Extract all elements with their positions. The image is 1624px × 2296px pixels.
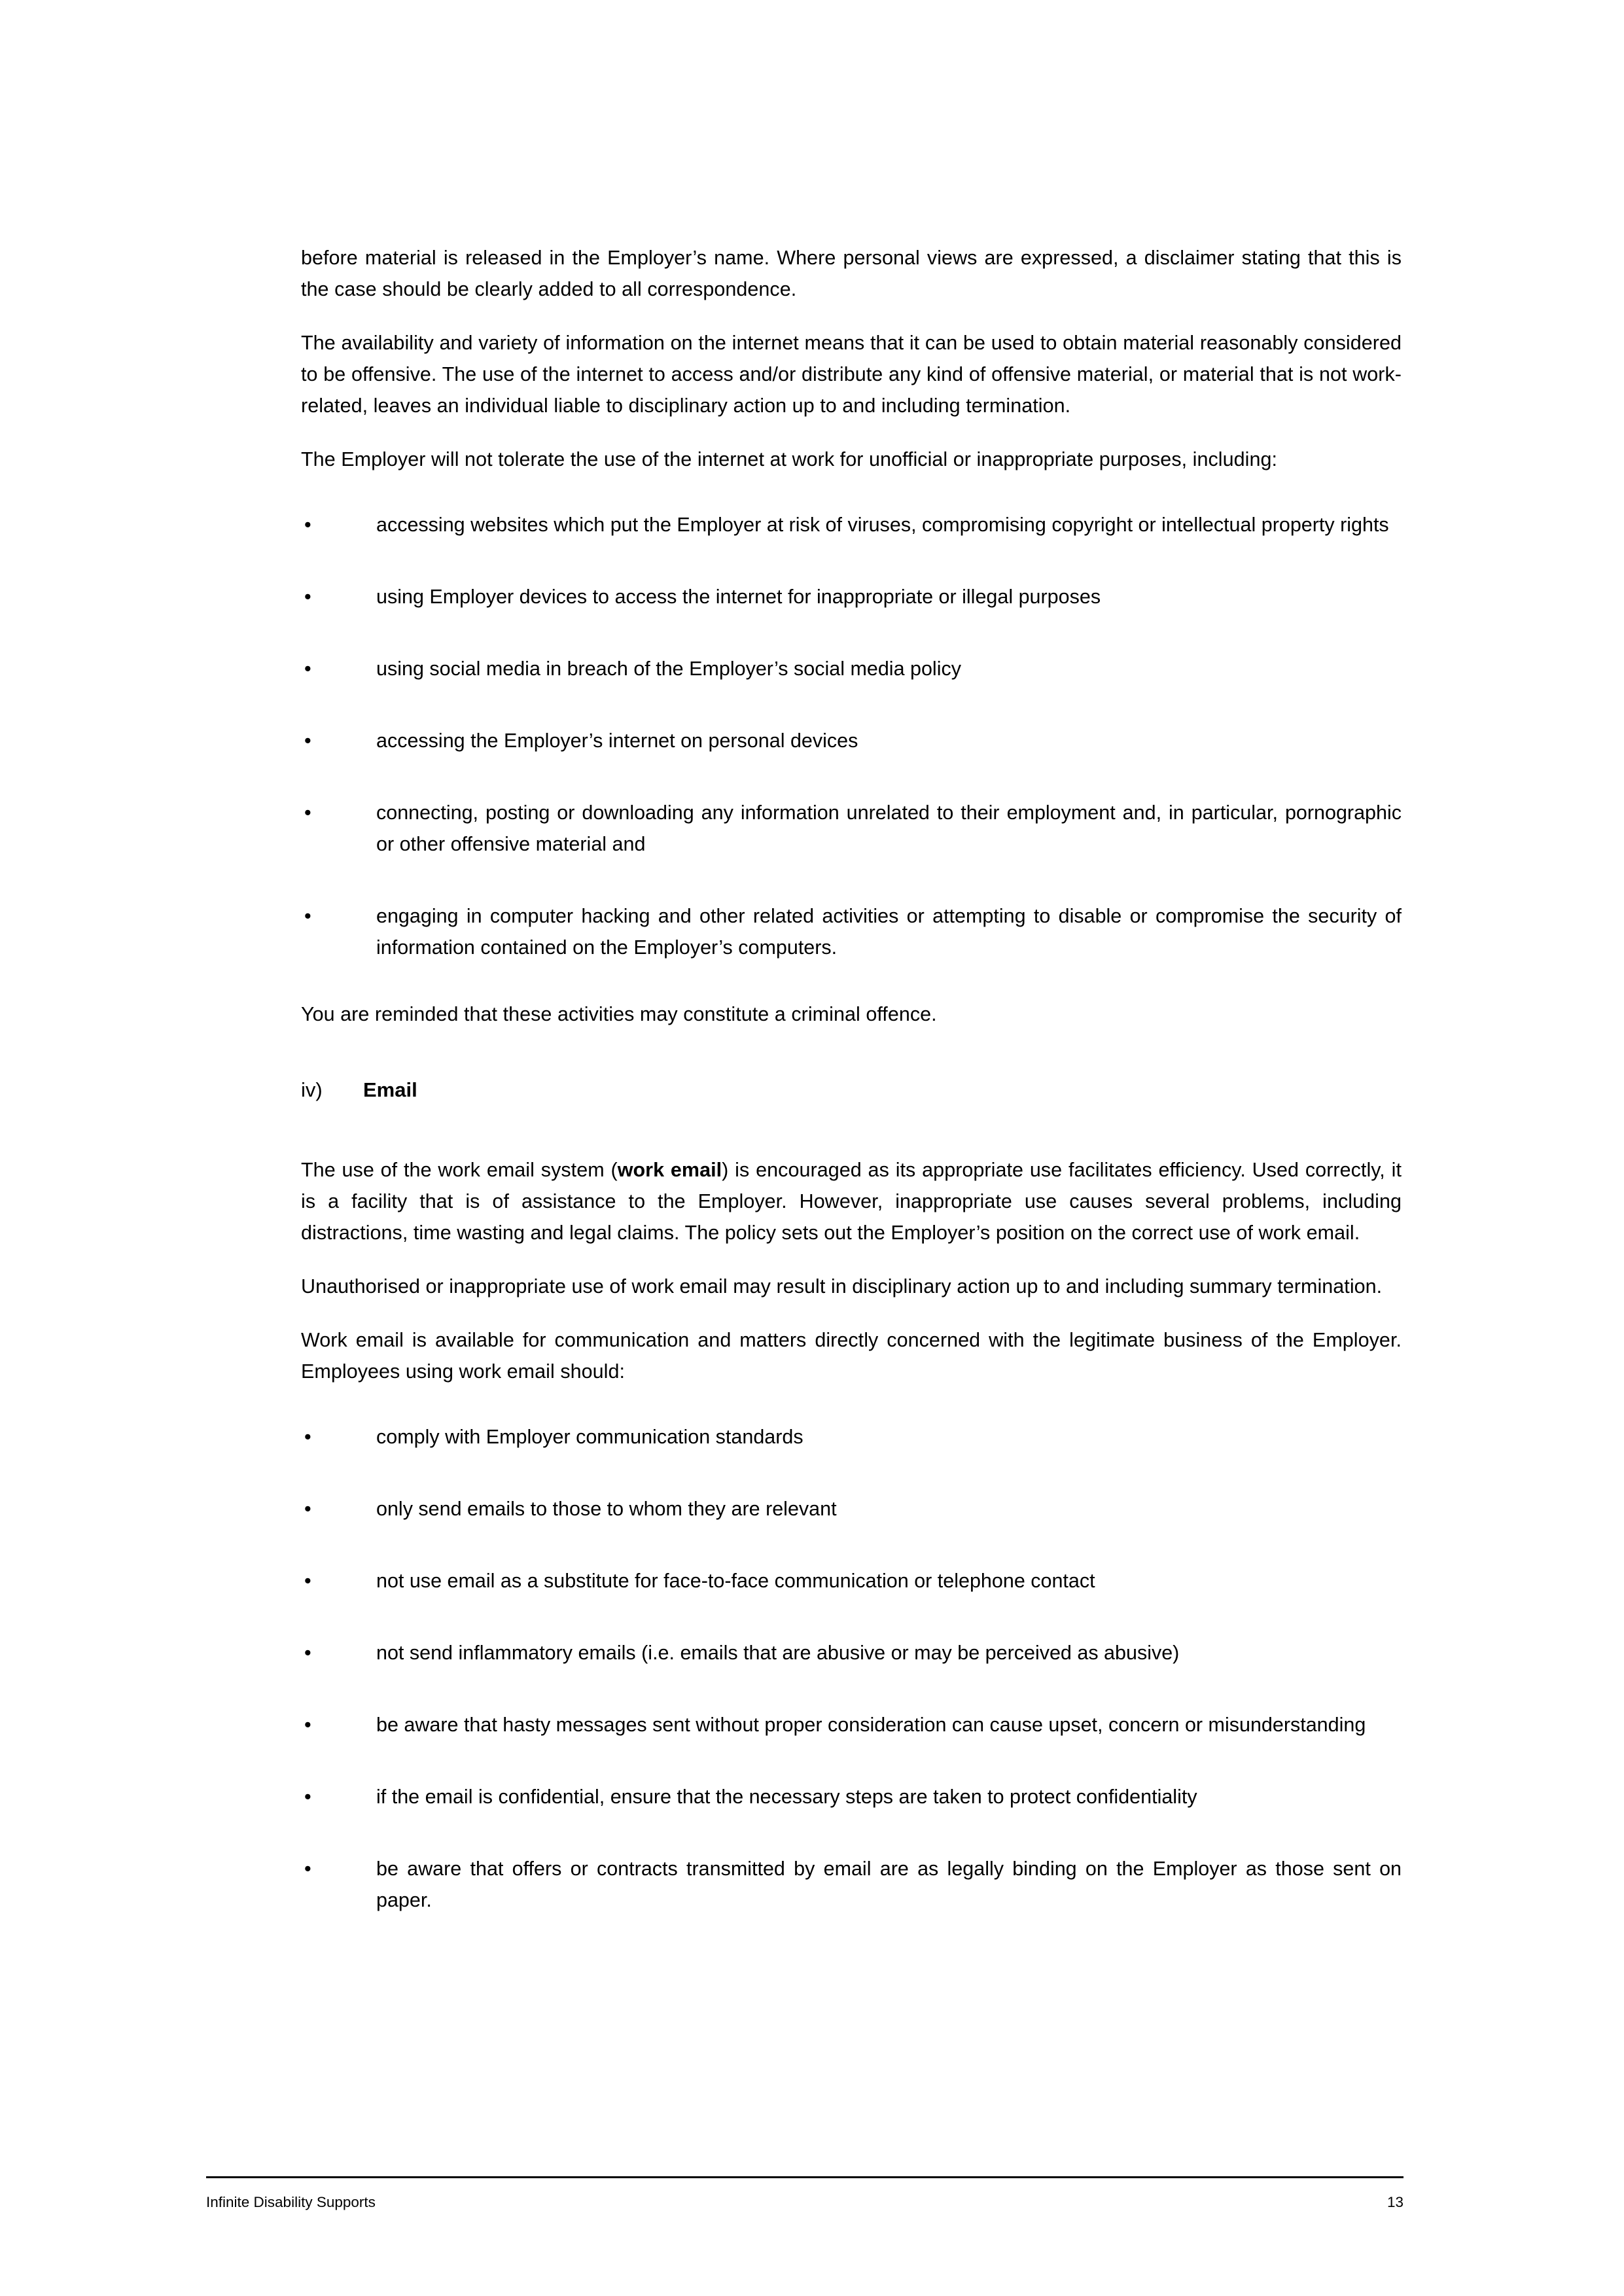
list-item [301, 581, 1402, 612]
list-item [301, 1853, 1402, 1916]
bullet-icon: • [304, 1642, 311, 1664]
footer-organisation-name: Infinite Disability Supports [206, 2194, 376, 2210]
internet-misuse-bullet-list [301, 509, 1402, 963]
list-item-label: accessing websites which put the Employer at risk of viruses, compromising copyright or intellectual property rights [376, 514, 1389, 536]
bullet-icon: • [304, 1570, 311, 1592]
bullet-icon: • [304, 1426, 311, 1448]
list-item [301, 509, 1402, 540]
list-item-label: only send emails to those to whom they are relevant [376, 1498, 837, 1520]
paragraph-availability: The availability and variety of information on the internet means that it can be used to obtain material reasonably considered to be offensive. The use of the internet to access and/or distribute any kind of offensive material, or material that is not work-related, leaves an individual liable to disciplinary action up to and including termination. [301, 332, 1402, 417]
list-item [301, 1637, 1402, 1669]
list-item [301, 797, 1402, 860]
paragraph-email-intro-part2: ) is encouraged as its appropriate use facilitates efficiency. Used correctly, it is a facility that is of assistance to the Employer. However, inappropriate use causes several problems, including distractions, time wasting and legal claims. The policy sets out the Employer’s position on the correct use of work email. [301, 1159, 1402, 1244]
page-number: 13 [1386, 2194, 1403, 2210]
paragraph-email-unauthorised: Unauthorised or inappropriate use of work email may result in disciplinary action up to and including summary termination. [301, 1275, 1383, 1298]
email-usage-bullet-list [301, 1421, 1402, 1916]
list-item [301, 1493, 1402, 1525]
bullet-icon: • [304, 514, 311, 536]
list-item [301, 1709, 1402, 1740]
list-item [301, 1565, 1402, 1597]
spacer [301, 1409, 1402, 1421]
paragraph-email-intro [301, 1154, 1402, 1248]
list-item-label: connecting, posting or downloading any information unrelated to their employment and, in particular, pornographic or other offensive material and [376, 802, 1402, 855]
list-item-label: engaging in computer hacking and other related activities or attempting to disable or compromise the security of information contained on the Employer’s computers. [376, 905, 1402, 959]
spacer [301, 1052, 1402, 1074]
spacer [301, 1106, 1402, 1154]
list-item [301, 1781, 1402, 1812]
bullet-icon: • [304, 730, 311, 752]
bullet-icon: • [304, 1858, 311, 1880]
list-item-label: if the email is confidential, ensure that the necessary steps are taken to protect confidentiality [376, 1786, 1197, 1808]
list-item-label: be aware that hasty messages sent without proper consideration can cause upset, concern or misunderstanding [376, 1714, 1366, 1736]
section-heading-email [301, 1074, 1402, 1106]
list-item [301, 900, 1402, 963]
list-item-label: comply with Employer communication standards [376, 1426, 803, 1448]
bullet-icon: • [304, 905, 311, 927]
list-item-label: not send inflammatory emails (i.e. emails that are abusive or may be perceived as abusive) [376, 1642, 1180, 1664]
bullet-icon: • [304, 658, 311, 680]
list-item-label: using social media in breach of the Employer’s social media policy [376, 658, 961, 680]
list-item [301, 653, 1402, 684]
bullet-icon: • [304, 802, 311, 824]
paragraph-criminal-offence: You are reminded that these activities may constitute a criminal offence. [301, 1003, 937, 1025]
list-item-label: be aware that offers or contracts transmitted by email are as legally binding on the Employer as those sent on paper. [376, 1858, 1402, 1911]
list-item-label: not use email as a substitute for face-to-face communication or telephone contact [376, 1570, 1095, 1592]
list-item [301, 725, 1402, 756]
bullet-icon: • [304, 586, 311, 608]
paragraph-not-tolerate: The Employer will not tolerate the use of the internet at work for unofficial or inappropriate purposes, including: [301, 448, 1278, 470]
page-footer [206, 2176, 1403, 2212]
paragraph-email-intro-part1: The use of the work email system ( [301, 1159, 618, 1181]
paragraph-disclaimer: before material is released in the Employer’s name. Where personal views are expressed, a disclaimer stating that this is the case should be clearly added to all correspondence. [301, 247, 1402, 300]
footer-row [206, 2193, 1403, 2212]
work-email-bold-term: work email [617, 1159, 722, 1181]
list-item-label: accessing the Employer’s internet on personal devices [376, 730, 858, 752]
paragraph-email-available: Work email is available for communication and matters directly concerned with the legitimate business of the Employer. Employees using work email should: [301, 1329, 1402, 1383]
spacer [301, 963, 1402, 998]
section-number: iv) [301, 1078, 323, 1101]
list-item-label: using Employer devices to access the internet for inappropriate or illegal purposes [376, 586, 1101, 608]
spacer [301, 497, 1402, 509]
list-item [301, 1421, 1402, 1453]
bullet-icon: • [304, 1786, 311, 1808]
bullet-icon: • [304, 1714, 311, 1736]
section-title: Email [363, 1078, 417, 1101]
footer-divider [206, 2176, 1403, 2178]
page-content [301, 242, 1402, 1916]
bullet-icon: • [304, 1498, 311, 1520]
